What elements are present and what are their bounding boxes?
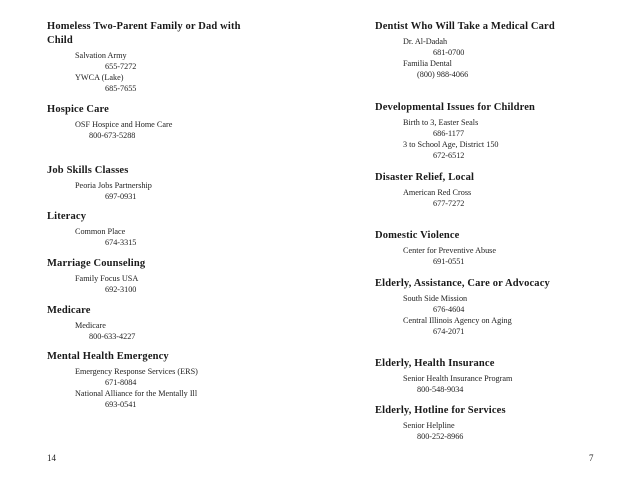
section-hospice-care <box>47 103 292 141</box>
entry-name: Familia Dental <box>403 59 452 68</box>
directory-entry <box>403 373 620 395</box>
entry-phone: 655-7272 <box>105 62 137 71</box>
entry-name: Peoria Jobs Partnership <box>75 181 152 190</box>
section-heading: Medicare <box>47 305 91 316</box>
section-heading: Domestic Violence <box>375 230 460 241</box>
section-heading: Elderly, Hotline for Services <box>375 405 506 416</box>
entry-phone: (800) 988-4066 <box>417 70 469 79</box>
directory-entry <box>75 119 292 141</box>
entry-name: Dr. Al-Dadah <box>403 37 448 46</box>
section-literacy <box>47 210 292 248</box>
directory-entry <box>75 320 292 342</box>
entry-phone: 672-6512 <box>433 151 465 160</box>
section-heading: Marriage Counseling <box>47 258 146 269</box>
entry-name: National Alliance for the Mentally Ill <box>75 389 198 398</box>
section-marriage-counseling <box>47 257 292 295</box>
section-heading: Mental Health Emergency <box>47 351 169 362</box>
entry-phone: 800-252-8966 <box>417 432 464 441</box>
entry-name: YWCA (Lake) <box>75 73 124 82</box>
section-medicare <box>47 304 292 342</box>
section-domestic-violence <box>375 229 620 267</box>
entry-phone: 674-2071 <box>433 327 465 336</box>
entry-name: Emergency Response Services (ERS) <box>75 367 198 376</box>
entry-phone: 691-0551 <box>433 257 465 266</box>
entry-phone: 676-4604 <box>433 305 465 314</box>
entry-phone: 686-1177 <box>433 129 465 138</box>
section-dentist <box>375 20 620 80</box>
section-heading: Developmental Issues for Children <box>375 102 536 113</box>
page-number-left: 14 <box>47 453 56 463</box>
entry-name: Senior Helpline <box>403 421 455 430</box>
heading-line: Child <box>47 35 73 46</box>
entry-name: Central Illinois Agency on Aging <box>403 316 512 325</box>
heading-line: Homeless Two-Parent Family or Dad with <box>47 21 241 32</box>
entry-name: Medicare <box>75 321 106 330</box>
directory-entry <box>75 180 292 202</box>
entry-name: OSF Hospice and Home Care <box>75 120 173 129</box>
section-disaster-relief <box>375 171 620 209</box>
entry-phone: 697-0931 <box>105 192 137 201</box>
entry-name: 3 to School Age, District 150 <box>403 140 499 149</box>
directory-entry <box>75 50 292 94</box>
section-job-skills <box>47 164 292 202</box>
page-number-right: 7 <box>589 453 594 463</box>
entry-name: Common Place <box>75 227 126 236</box>
section-heading: Job Skills Classes <box>47 165 129 176</box>
entry-name: Birth to 3, Easter Seals <box>403 118 479 127</box>
section-heading: Literacy <box>47 211 87 222</box>
directory-entry <box>75 226 292 248</box>
directory-entry <box>403 117 620 161</box>
section-developmental <box>375 101 620 161</box>
entry-name: American Red Cross <box>403 188 472 197</box>
entry-phone: 681-0700 <box>433 48 465 57</box>
entry-phone: 800-548-9034 <box>417 385 464 394</box>
directory-entry <box>403 420 620 442</box>
directory-entry <box>75 273 292 295</box>
directory-entry <box>403 245 620 267</box>
section-elderly-assistance <box>375 277 620 337</box>
section-mental-health <box>47 350 292 410</box>
directory-entry <box>403 36 620 80</box>
section-elderly-hotline <box>375 404 620 442</box>
section-elderly-health-insurance <box>375 357 620 395</box>
directory-entry <box>403 293 620 337</box>
section-heading: Elderly, Health Insurance <box>375 358 495 369</box>
entry-name: Salvation Army <box>75 51 127 60</box>
entry-phone: 671-8084 <box>105 378 137 387</box>
entry-phone: 800-673-5288 <box>89 131 136 140</box>
entry-phone: 677-7272 <box>433 199 465 208</box>
section-homeless-family <box>47 20 292 94</box>
directory-entry <box>75 366 292 410</box>
entry-name: Senior Health Insurance Program <box>403 374 513 383</box>
entry-phone: 693-0541 <box>105 400 137 409</box>
section-heading: Dentist Who Will Take a Medical Card <box>375 21 555 32</box>
entry-name: Center for Preventive Abuse <box>403 246 496 255</box>
entry-name: Family Focus USA <box>75 274 139 283</box>
section-heading: Disaster Relief, Local <box>375 172 475 183</box>
section-heading: Hospice Care <box>47 104 109 115</box>
section-heading <box>47 20 292 48</box>
entry-phone: 685-7655 <box>105 84 137 93</box>
entry-phone: 674-3315 <box>105 238 137 247</box>
directory-entry <box>403 187 620 209</box>
entry-phone: 692-3100 <box>105 285 137 294</box>
section-heading: Elderly, Assistance, Care or Advocacy <box>375 278 550 289</box>
entry-phone: 800-633-4227 <box>89 332 136 341</box>
entry-name: South Side Mission <box>403 294 468 303</box>
